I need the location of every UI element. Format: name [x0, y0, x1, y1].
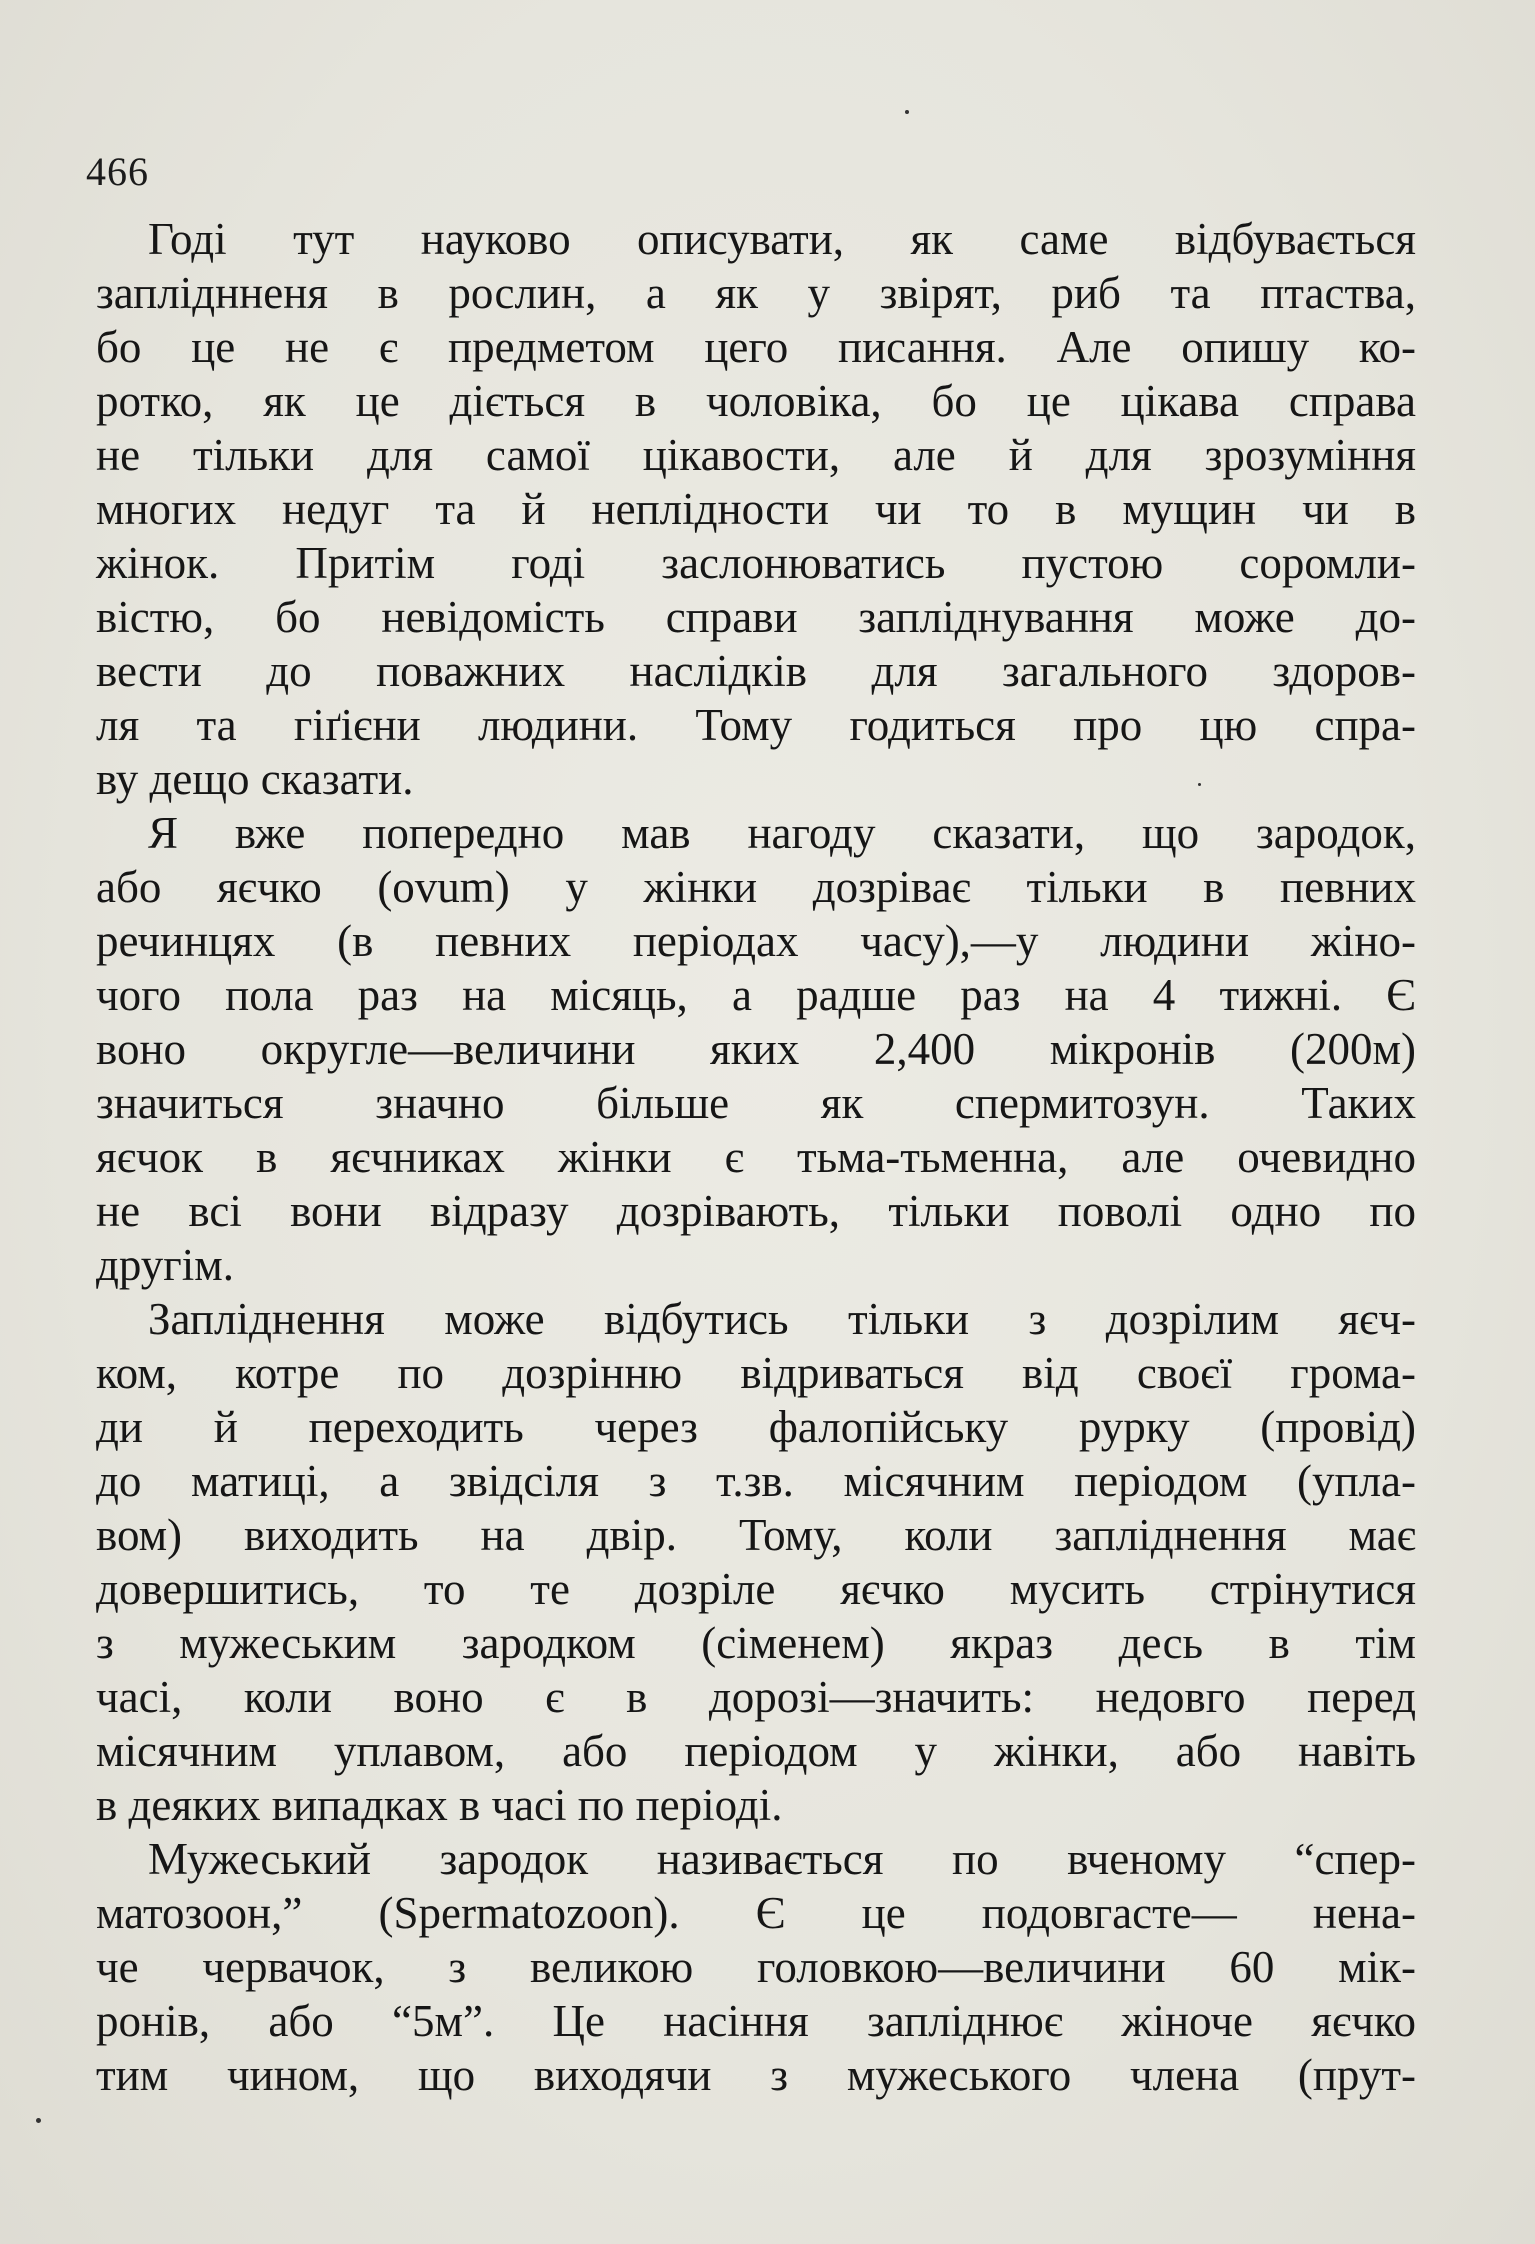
- text-line: ком, котре по дозрінню відриваться від своєї грома-: [96, 1348, 1416, 1398]
- print-speck: [36, 2118, 41, 2123]
- text-line: Запліднення може відбутись тільки з дозрілим яєч-: [148, 1294, 1416, 1344]
- paragraph-4: [96, 1832, 1416, 2102]
- body-text: [96, 212, 1416, 2102]
- paragraph-2: [96, 806, 1416, 1292]
- text-line: другім.: [96, 1240, 234, 1290]
- text-line: значиться значно більше як спермитозун. Таких: [96, 1078, 1416, 1128]
- paragraph-3: [96, 1292, 1416, 1832]
- text-line: з мужеським зародком (сіменем) якраз десь в тім: [96, 1618, 1416, 1668]
- text-line: бо це не є предметом цего писання. Але опишу ко-: [96, 322, 1416, 372]
- text-line: ля та гіґієни людини. Тому годиться про цю спра-: [96, 700, 1416, 750]
- text-line: вістю, бо невідомість справи запліднування може до-: [96, 592, 1416, 642]
- text-line: або яєчко (ovum) у жінки дозріває тільки в певних: [96, 862, 1416, 912]
- text-line: ронів, або “5м”. Це насіння запліднює жіноче яєчко: [96, 1996, 1416, 2046]
- text-line: жінок. Притім годі заслонюватись пустою соромли-: [96, 538, 1416, 588]
- text-line: воно округле—величини яких 2,400 мікронів (200м): [96, 1024, 1416, 1074]
- text-line: вом) виходить на двір. Тому, коли запліднення має: [96, 1510, 1416, 1560]
- print-speck: [905, 110, 909, 114]
- text-line: че червачок, з великою головкою—величини 60 мік-: [96, 1942, 1416, 1992]
- text-line: довершитись, то те дозріле яєчко мусить стрінутися: [96, 1564, 1416, 1614]
- text-line: Я вже попередно мав нагоду сказати, що зародок,: [148, 808, 1416, 858]
- text-line: часі, коли воно є в дорозі—значить: недовго перед: [96, 1672, 1416, 1722]
- text-line: не всі вони відразу дозрівають, тільки поволі одно по: [96, 1186, 1416, 1236]
- text-line: не тільки для самої цікавости, але й для зрозуміння: [96, 430, 1416, 480]
- text-line: яєчок в яєчниках жінки є тьма-тьменна, але очевидно: [96, 1132, 1416, 1182]
- text-line: ву дещо сказати.: [96, 754, 414, 804]
- text-line: тим чином, що виходячи з мужеського члена (прут-: [96, 2050, 1416, 2100]
- text-line: місячним уплавом, або періодом у жінки, або навіть: [96, 1726, 1416, 1776]
- page-number: 466: [86, 149, 149, 194]
- text-line: запліднненя в рослин, а як у звірят, риб та птаства,: [96, 268, 1416, 318]
- paragraph-1: [96, 212, 1416, 806]
- text-line: речинцях (в певних періодах часу),—у людини жіно-: [96, 916, 1416, 966]
- text-line: ротко, як це діється в чоловіка, бо це цікава справа: [96, 376, 1416, 426]
- text-line: в деяких випадках в часі по періоді.: [96, 1780, 783, 1830]
- text-line: до матиці, а звідсіля з т.зв. місячним періодом (упла-: [96, 1456, 1416, 1506]
- text-line: многих недуг та й неплідности чи то в мущин чи в: [96, 484, 1416, 534]
- text-line: ди й переходить через фалопійську рурку (провід): [96, 1402, 1416, 1452]
- text-line: чого пола раз на місяць, а радше раз на 4 тижні. Є: [96, 970, 1416, 1020]
- text-line: вести до поважних наслідків для загального здоров-: [96, 646, 1416, 696]
- text-line: матозоон,” (Spermatozoon). Є це подовгасте— нена-: [96, 1888, 1416, 1938]
- text-line: Годі тут науково описувати, як саме відбувається: [148, 214, 1416, 264]
- text-line: Мужеський зародок називається по вченому “спер-: [148, 1834, 1416, 1884]
